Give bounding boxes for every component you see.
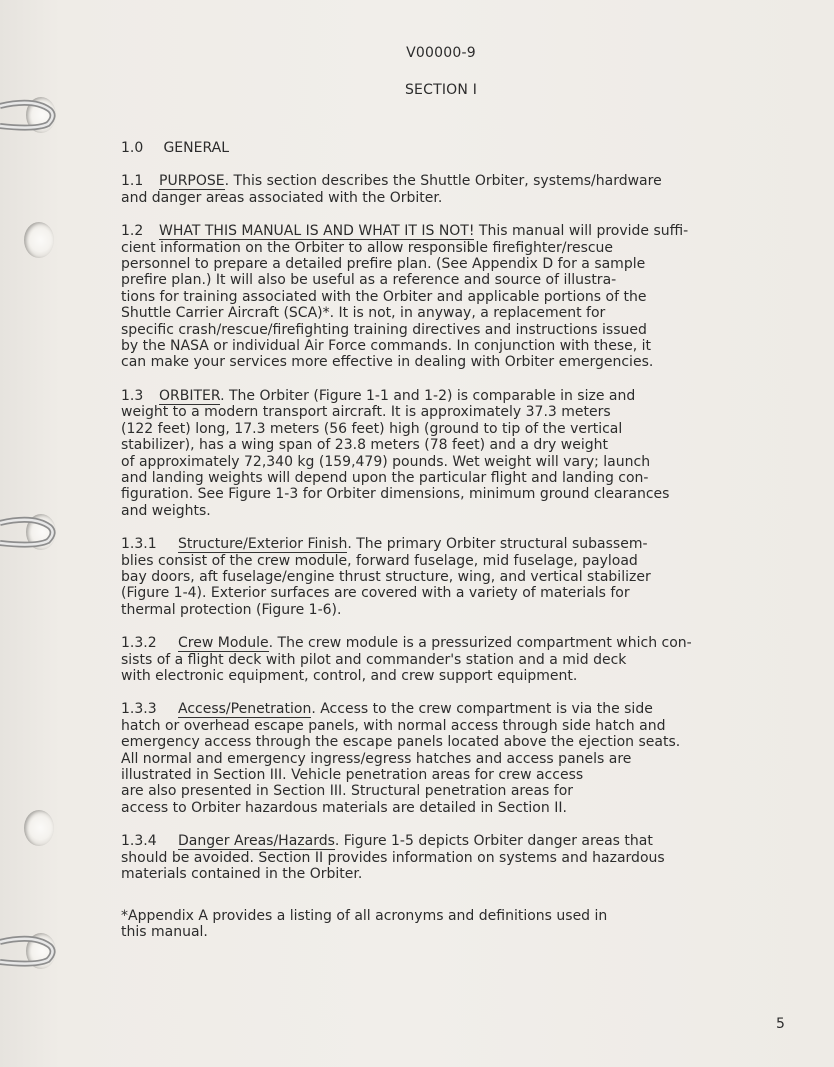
paragraph-line: hatch or overhead escape panels, with normal access through side hatch and [121,717,666,734]
heading-number: 1.0 [121,140,144,156]
paragraph-line: prefire plan.) It will also be useful as a reference and source of illustra- [121,272,617,289]
paragraph-text: . The primary Orbiter structural subassem- [347,536,648,553]
paragraph-line: All normal and emergency ingress/egress hatches and access panels are [121,750,632,767]
paragraph-line: thermal protection (Figure 1-6). [121,601,342,618]
paragraph-line: access to Orbiter hazardous materials are detailed in Section II. [121,799,567,816]
paragraph-line: sists of a flight deck with pilot and commander's station and a mid deck [121,651,627,668]
paragraph-list [121,173,771,882]
paragraph-text: . The Orbiter (Figure 1-1 and 1-2) is comparable in size and [220,387,636,404]
paragraph-text: . Figure 1-5 depicts Orbiter danger areas that [334,833,653,850]
paragraph-line: tions for training associated with the Orbiter and applicable portions of the [121,288,647,305]
paragraph-line: materials contained in the Orbiter. [121,866,363,883]
document-number: V00000-9 [406,45,476,61]
document-body [121,140,771,899]
paragraph-title: ORBITER [159,387,221,404]
paragraph-title: Access/Penetration [178,701,312,718]
general-heading [121,140,771,156]
paragraph-number: 1.3.2 [121,635,157,652]
binder-ring-3-icon [0,932,58,970]
paragraph-line: are also presented in Section III. Structural penetration areas for [121,783,574,800]
binder-ring-1-icon [0,96,58,134]
paragraph-line: by the NASA or individual Air Force commands. In conjunction with these, it [121,338,652,355]
footnote-line: this manual. [121,924,208,941]
paragraph-line [121,173,771,189]
paragraph-line: blies consist of the crew module, forward fuselage, mid fuselage, payload [121,552,638,569]
paragraph-line: emergency access through the escape panels located above the ejection seats. [121,734,681,751]
paragraph-line [121,833,771,849]
binder-hole-2 [24,222,54,258]
paragraph-1-2 [121,223,771,371]
heading-title: GENERAL [163,140,230,156]
paragraph-title: WHAT THIS MANUAL IS AND WHAT IT IS NOT! [159,223,475,240]
section-title: SECTION I [404,82,478,98]
paragraph-number: 1.1 [121,173,144,190]
paragraph-line: cient information on the Orbiter to allow responsible firefighter/rescue [121,239,614,256]
paragraph-1-3-2 [121,635,771,684]
paragraph-line: Shuttle Carrier Aircraft (SCA)*. It is not, in anyway, a replacement for [121,305,606,322]
paragraph-number: 1.3.1 [121,536,157,553]
paragraph-line: (Figure 1-4). Exterior surfaces are covered with a variety of materials for [121,585,630,602]
paragraph-text: . The crew module is a pressurized compartment which con- [268,635,692,652]
paragraph-line [121,223,771,239]
paragraph-title: PURPOSE [159,173,225,190]
paragraph-line: weight to a modern transport aircraft. It is approximately 37.3 meters [121,404,611,421]
paragraph-title: Danger Areas/Hazards [178,833,335,850]
paragraph-line: and danger areas associated with the Orbiter. [121,189,443,206]
paragraph-line: can make your services more effective in dealing with Orbiter emergencies. [121,354,654,371]
paragraph-line: (122 feet) long, 17.3 meters (56 feet) high (ground to tip of the vertical [121,420,623,437]
paragraph-text: . Access to the crew compartment is via the side [311,701,653,718]
paragraph-line: should be avoided. Section II provides information on systems and hazardous [121,849,665,866]
paragraph-line: personnel to prepare a detailed prefire plan. (See Appendix D for a sample [121,256,646,273]
paragraph-1-1 [121,173,771,206]
paragraph-line: stabilizer), has a wing span of 23.8 meters (78 feet) and a dry weight [121,437,608,454]
paragraph-line: of approximately 72,340 kg (159,479) pounds. Wet weight will vary; launch [121,453,651,470]
paragraph-1-3-3 [121,701,771,816]
paragraph-number: 1.3 [121,387,144,404]
paragraph-line: illustrated in Section III. Vehicle penetration areas for crew access [121,767,584,783]
paragraph-title: Crew Module [178,635,269,652]
binder-hole-4 [24,810,54,846]
paragraph-1-3 [121,388,771,519]
paragraph-1-3-4 [121,833,771,882]
paragraph-line: specific crash/rescue/firefighting training directives and instructions issued [121,321,647,338]
paragraph-line: bay doors, aft fuselage/engine thrust structure, wing, and vertical stabilizer [121,568,651,585]
paragraph-text: This manual will provide suffi- [474,223,689,240]
paragraph-number: 1.3.3 [121,701,157,718]
paragraph-number: 1.2 [121,223,144,240]
footnote-line: *Appendix A provides a listing of all acronyms and definitions used in [121,908,608,924]
page-number: 5 [776,1016,785,1032]
footnote [121,908,607,941]
paragraph-line: with electronic equipment, control, and crew support equipment. [121,667,578,684]
paragraph-line: and landing weights will depend upon the particular flight and landing con- [121,469,649,486]
paragraph-text: . This section describes the Shuttle Orbiter, systems/hardware [224,173,662,190]
paragraph-line [121,701,771,717]
paragraph-1-3-1 [121,536,771,618]
paragraph-line: and weights. [121,502,211,519]
paragraph-title: Structure/Exterior Finish [178,536,348,553]
paragraph-line [121,536,771,552]
binder-ring-2-icon [0,513,58,551]
paragraph-line [121,635,771,651]
paragraph-line: figuration. See Figure 1-3 for Orbiter dimensions, minimum ground clearances [121,486,670,503]
paragraph-line [121,388,771,404]
paragraph-number: 1.3.4 [121,833,157,850]
